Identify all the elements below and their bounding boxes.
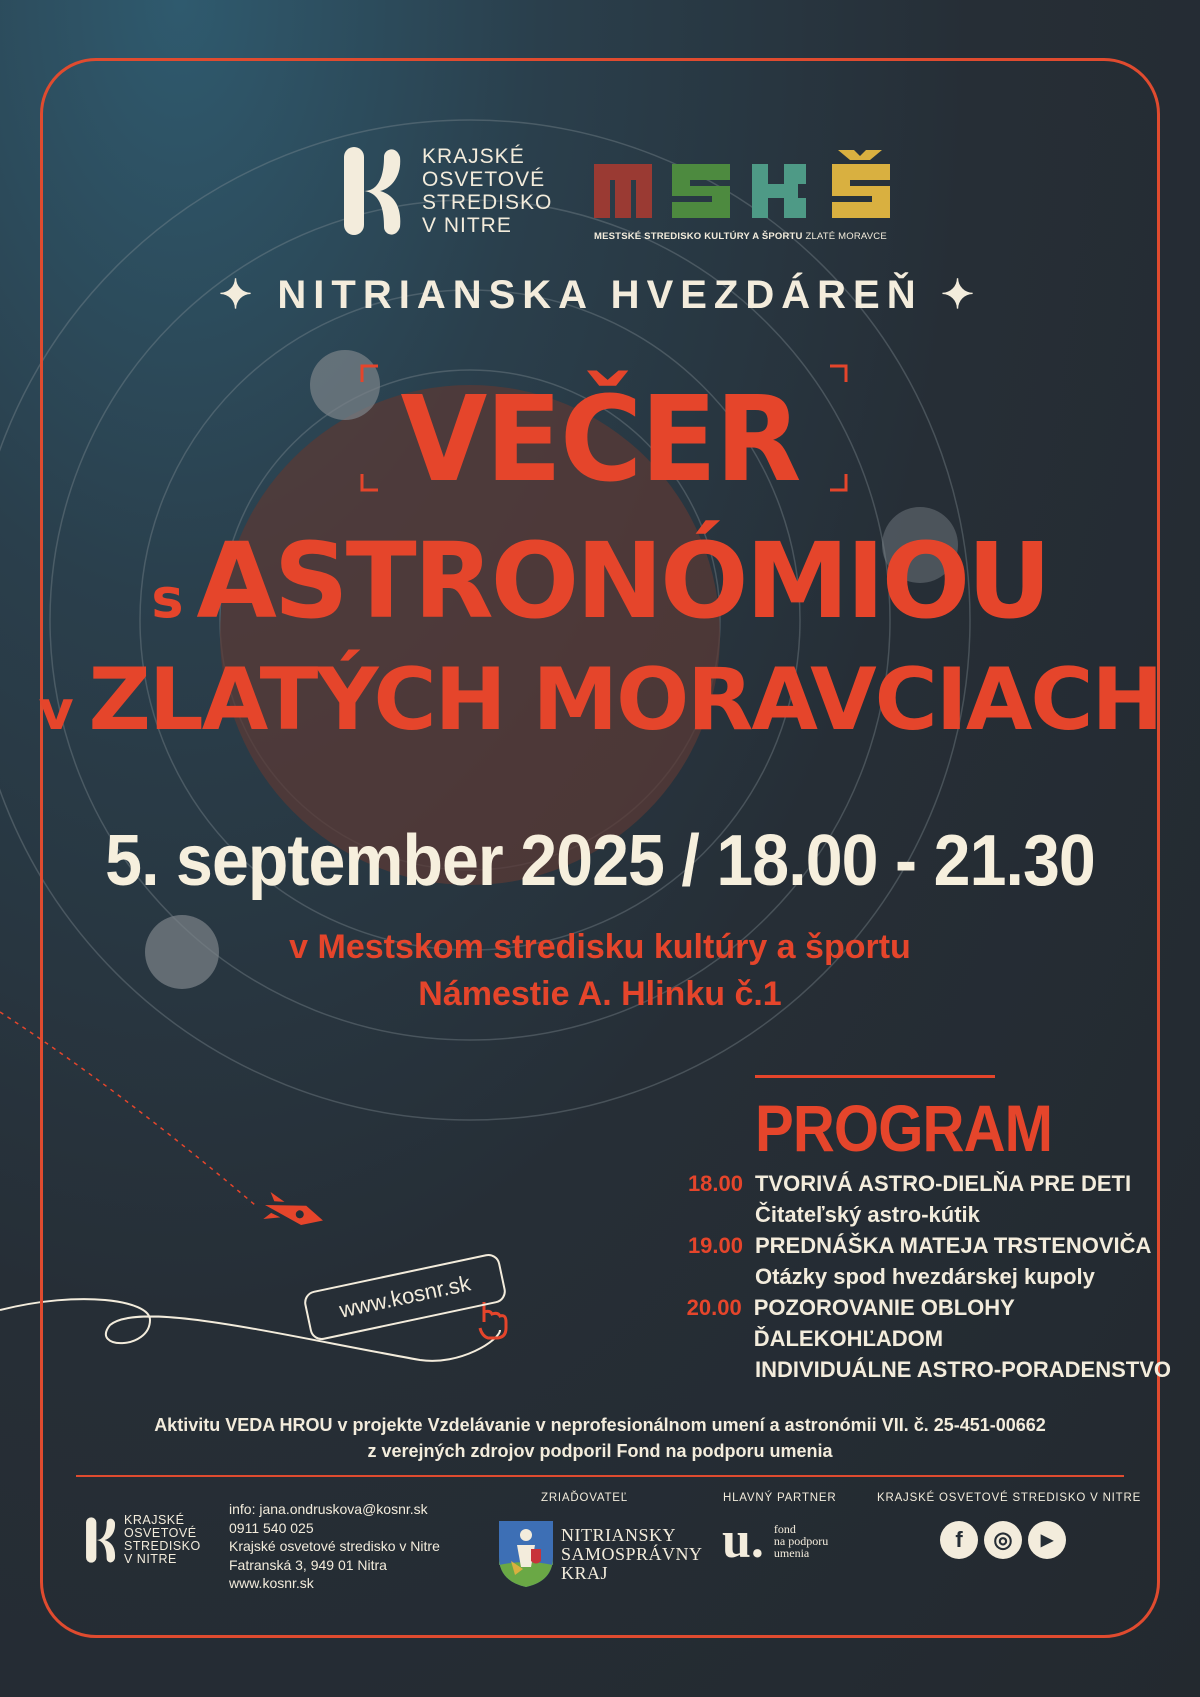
fpu-line: na podporu xyxy=(773,1534,829,1548)
footer-divider xyxy=(76,1475,1124,1477)
msks-subtitle: MESTSKÉ STREDISKO KULTÚRY A ŠPORTU ZLATÉ MORAVCE xyxy=(594,231,887,242)
program-time xyxy=(683,1199,743,1230)
fpu-logo xyxy=(722,1512,829,1569)
program-title: PROGRAM xyxy=(755,1091,1053,1165)
program-text: Otázky spod hvezdárskej kupoly xyxy=(755,1264,1095,1289)
footer-kos-logo xyxy=(84,1514,201,1566)
program-time: 20.00 xyxy=(686,1295,742,1320)
website-link[interactable]: www.kosnr.sk xyxy=(302,1252,508,1342)
program-time xyxy=(683,1261,743,1292)
program-list xyxy=(683,1168,1200,1385)
kos-line: STREDISKO xyxy=(422,191,553,214)
program-text: POZOROVANIE OBLOHY ĎALEKOHĽADOM xyxy=(753,1295,1015,1351)
title-town: ZLATÝCH MORAVCIACH xyxy=(88,650,1162,750)
program-text: INDIVIDUÁLNE ASTRO-PORADENSTVO xyxy=(755,1357,1171,1382)
title-line-1: VEČER xyxy=(400,370,800,508)
venue-line-2: Námestie A. Hlinku č.1 xyxy=(418,975,782,1013)
youtube-icon[interactable]: ▶ xyxy=(1028,1521,1066,1559)
msks-letters xyxy=(594,150,904,220)
title-line-2 xyxy=(0,520,1200,642)
program-item xyxy=(683,1292,1200,1354)
nsk-line: SAMOSPRÁVNY xyxy=(561,1543,703,1564)
program-item xyxy=(683,1354,1200,1385)
nsk-coat-of-arms-icon xyxy=(497,1519,555,1589)
program-item xyxy=(683,1230,1200,1261)
program-text: Čitateľský astro-kútik xyxy=(755,1202,980,1227)
program-text: PREDNÁŠKA MATEJA TRSTENOVIČA xyxy=(755,1233,1152,1258)
title-prep-s: s xyxy=(151,567,197,630)
msks-logo xyxy=(594,150,904,242)
event-date: 5. september 2025 / 18.00 - 21.30 xyxy=(105,821,1095,901)
footer-contact xyxy=(229,1500,440,1593)
title-astronomy: ASTRONÓMIOU xyxy=(196,520,1049,642)
contact-web[interactable]: www.kosnr.sk xyxy=(229,1575,314,1591)
kos-line: KRAJSKÉ xyxy=(124,1513,185,1527)
observatory-heading: ✦ NITRIANSKA HVEZDÁREŇ ✦ xyxy=(218,273,982,317)
program-time xyxy=(683,1354,743,1385)
nsk-line: KRAJ xyxy=(561,1562,609,1583)
kos-line: OSVETOVÉ xyxy=(422,168,546,191)
program-item xyxy=(683,1168,1200,1199)
founder-heading: ZRIAĎOVATEĽ xyxy=(541,1492,628,1504)
title-prep-v: v xyxy=(38,679,89,742)
program-text: TVORIVÁ ASTRO-DIELŇA PRE DETI xyxy=(755,1171,1132,1196)
support-line-1: Aktivitu VEDA HROU v projekte Vzdelávanie v neprofesionálnom umení a astronómii VII. č. 25-451-00662 xyxy=(154,1415,1046,1435)
venue-line-1: v Mestskom stredisku kultúry a športu xyxy=(289,928,911,966)
kos-line: V NITRE xyxy=(124,1552,177,1566)
nsk-logo xyxy=(497,1519,703,1589)
fpu-mark: u. xyxy=(722,1512,764,1569)
k-logo-icon xyxy=(340,143,406,239)
kos-line: V NITRE xyxy=(422,214,512,237)
title-line-3 xyxy=(0,650,1200,750)
contact-address: Fatranská 3, 949 01 Nitra xyxy=(229,1556,387,1573)
kos-line: OSVETOVÉ xyxy=(124,1526,197,1540)
k-logo-icon xyxy=(84,1515,118,1565)
contact-org: Krajské osvetové stredisko v Nitre xyxy=(229,1538,440,1554)
support-line-2: z verejných zdrojov podporil Fond na podporu umenia xyxy=(367,1441,833,1461)
contact-phone: 0911 540 025 xyxy=(229,1519,314,1536)
nsk-line: NITRIANSKY xyxy=(561,1524,676,1545)
instagram-icon[interactable]: ◎ xyxy=(984,1521,1022,1559)
kos-line: KRAJSKÉ xyxy=(422,145,525,168)
program-time: 19.00 xyxy=(687,1233,743,1258)
program-item xyxy=(683,1199,1200,1230)
contact-email[interactable]: info: jana.ondruskova@kosnr.sk xyxy=(229,1501,428,1517)
facebook-icon[interactable]: f xyxy=(940,1521,978,1559)
social-heading: KRAJSKÉ OSVETOVÉ STREDISKO V NITRE xyxy=(877,1492,1142,1504)
fpu-line: fond xyxy=(773,1522,796,1536)
program-item xyxy=(683,1261,1200,1292)
program-divider xyxy=(755,1075,995,1078)
kos-logo xyxy=(340,143,552,239)
fpu-line: umenia xyxy=(773,1546,810,1560)
social-icons xyxy=(940,1521,1066,1559)
partner-heading: HLAVNÝ PARTNER xyxy=(723,1492,837,1504)
program-time: 18.00 xyxy=(687,1171,743,1196)
kos-line: STREDISKO xyxy=(124,1539,201,1553)
